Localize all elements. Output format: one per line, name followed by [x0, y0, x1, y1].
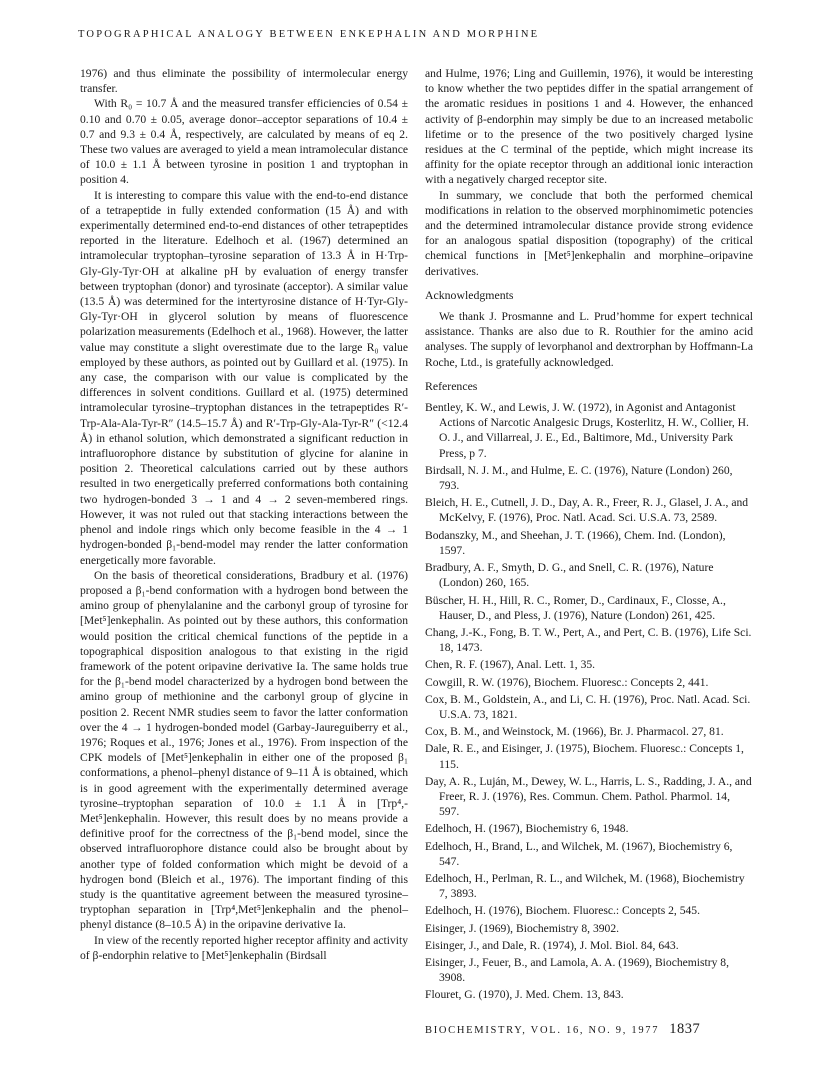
reference-item: Edelhoch, H., Perlman, R. L., and Wilchek, M. (1968), Biochemistry 7, 3893.	[425, 871, 745, 901]
page-number: 1837	[669, 1021, 701, 1037]
body-paragraph: With R₀ = 10.7 Å and the measured transfer efficiencies of 0.54 ± 0.10 and 0.70 ± 0.05, average donor–acceptor separations of 10.4 ± 0.7 and 9.3 ± 0.4 Å, respectively, are calculated by means of eq 2. These two values are averaged to yield a mean intramolecular distance of 10.0 ± 1.1 Å between tyrosine in position 1 and tryptophan in position 4.	[80, 97, 408, 187]
reference-item: Birdsall, N. J. M., and Hulme, E. C. (1976), Nature (London) 260, 793.	[425, 463, 733, 493]
reference-item: Edelhoch, H., Brand, L., and Wilchek, M. (1967), Biochemistry 6, 547.	[425, 839, 733, 868]
reference-item: Eisinger, J., Feuer, B., and Lamola, A. A. (1969), Biochemistry 8, 3908.	[425, 955, 730, 985]
reference-item: Chen, R. F. (1967), Anal. Lett. 1, 35.	[425, 658, 596, 672]
acknowledgments-heading: Acknowledgments	[425, 287, 514, 302]
acknowledgments-text: We thank J. Prosmanne and L. Prud’homme for expert technical assistance. Thanks are also due to R. Routhier for the amino acid analyses. The supply of levorphanol and dextrorphan by Hoffmann-La Roche, Ltd., is gratefully acknowledged.	[425, 310, 753, 369]
reference-item: Bleich, H. E., Cutnell, J. D., Day, A. R., Freer, R. J., Glasel, J. A., and McKelvy, F. (1976), Proc. Natl. Acad. Sci. U.S.A. 73, 2589.	[425, 496, 749, 525]
reference-item: Eisinger, J. (1969), Biochemistry 8, 3902.	[425, 921, 620, 935]
reference-item: Cox, B. M., Goldstein, A., and Li, C. H. (1976), Proc. Natl. Acad. Sci. U.S.A. 73, 1821.	[425, 692, 751, 721]
reference-item: Cox, B. M., and Weinstock, M. (1966), Br. J. Pharmacol. 27, 81.	[425, 725, 724, 739]
reference-item: Edelhoch, H. (1976), Biochem. Fluoresc.: Concepts 2, 545.	[425, 904, 700, 918]
left-column	[80, 66, 408, 963]
body-paragraph: In summary, we conclude that both the performed chemical modifications in relation to the observed morphinomimetic potencies and the determined intramolecular distance provide strong evidence for an analogous spatial disposition (topography) of the critical chemical functions in [Met⁵]enkephalin and morphine–oripavine derivatives.	[425, 188, 753, 278]
journal-citation: BIOCHEMISTRY, VOL. 16, NO. 9, 1977	[425, 1025, 660, 1036]
reference-item: Flouret, G. (1970), J. Med. Chem. 13, 843.	[425, 988, 624, 1002]
body-paragraph: In view of the recently reported higher receptor affinity and activity of β-endorphin relative to [Met⁵]enkephalin (Birdsall	[80, 933, 408, 962]
references-heading: References	[425, 378, 478, 393]
reference-item: Day, A. R., Luján, M., Dewey, W. L., Harris, L. S., Radding, J. A., and Freer, R. J. (1976), Res. Commun. Chem. Pathol. Pharmol. 14, 597.	[425, 774, 752, 819]
reference-item: Chang, J.-K., Fong, B. T. W., Pert, A., and Pert, C. B. (1976), Life Sci. 18, 1473.	[425, 625, 752, 655]
right-column	[425, 66, 753, 1005]
reference-item: Bentley, K. W., and Lewis, J. W. (1972), in Agonist and Antagonist Actions of Narcotic Analgesic Drugs, Kosterlitz, H. W., Collier, H. O. J., and Villarreal, J. E., Ed., Baltimore, Md., University Park Press, p 7.	[425, 401, 749, 460]
body-paragraph: and Hulme, 1976; Ling and Guillemin, 1976), it would be interesting to know whether the two peptides differ in the spatial arrangement of the aromatic residues in positions 1 and 4. However, the enhanced activity of β-endorphin may simply be due to an increased metabolic lifetime or to the presence of the two positively charged lysine residues at the C terminal of the peptide, which might increase its affinity for the opiate receptor through an additional ionic interaction with a negatively charged receptor site.	[425, 67, 753, 187]
reference-item: Cowgill, R. W. (1976), Biochem. Fluoresc.: Concepts 2, 441.	[425, 675, 709, 689]
reference-item: Edelhoch, H. (1967), Biochemistry 6, 1948.	[425, 822, 629, 836]
body-paragraph: On the basis of theoretical considerations, Bradbury et al. (1976) proposed a β₁-bend conformation with a hydrogen bond between the amino group of phenylalanine and the carbonyl group of tyrosine for [Met⁵]enkephalin. As pointed out by these authors, this conformation would position the critical chemical functions of the peptide in a topographical disposition analogous to that existing in the rigid framework of the potent oripavine derivative Ia. The same holds true for the β₁-bend model characterized by a hydrogen bond between the amino group of methionine and the carbonyl group of glycine in position 2. Recent NMR studies seem to favor the latter conformation over the 4 → 1 hydrogen-bonded model (Garbay-Jaureguiberry et al., 1976; Roques et al., 1976; Jones et al., 1976). From inspection of the CPK models of [Met⁵]enkephalin in either one of the proposed β₁ conformations, a phenol–phenyl distance of 9–11 Å is obtained, which is in good agreement with the experimentally determined average tyrosine–tryptophan separation of 10.0 ± 1.1 Å in [Trp⁴,-Met⁵]enkephalin. However, this result does by no means provide a definitive proof for the correctness of the β₁-bend model, since the observed intrafluorophore distance could also be brought about by another type of folded conformation which might be devoid of a hydrogen bond (Bleich et al., 1976). The important finding of this study is the quantitative agreement between the measured tyrosine–tryptophan separation in [Trp⁴,Met⁵]enkephalin and the phenol–phenyl distance (8–10.5 Å) in the oripavine derivative Ia.	[80, 568, 408, 932]
reference-item: Dale, R. E., and Eisinger, J. (1975), Biochem. Fluoresc.: Concepts 1, 115.	[425, 742, 744, 771]
reference-item: Eisinger, J., and Dale, R. (1974), J. Mol. Biol. 84, 643.	[425, 938, 679, 952]
body-paragraph: 1976) and thus eliminate the possibility of intermolecular energy transfer.	[80, 67, 408, 96]
reference-item: Bradbury, A. F., Smyth, D. G., and Snell, C. R. (1976), Nature (London) 260, 165.	[425, 561, 714, 590]
page-footer	[425, 1020, 755, 1038]
running-head: TOPOGRAPHICAL ANALOGY BETWEEN ENKEPHALIN AND MORPHINE	[78, 29, 540, 40]
reference-item: Büscher, H. H., Hill, R. C., Romer, D., Cardinaux, F., Closse, A., Hauser, D., and Pless, J. (1976), Nature (London) 261, 425.	[425, 593, 726, 622]
reference-item: Bodanszky, M., and Sheehan, J. T. (1966), Chem. Ind. (London), 1597.	[425, 528, 726, 557]
body-paragraph: It is interesting to compare this value with the end-to-end distance of a tetrapeptide in fully extended conformation (15 Å) and with experimentally determined end-to-end distances of other tetrapeptides reported in the literature. Edelhoch et al. (1967) determined an intramolecular tryptophan–tyrosine separation of 13.3 Å in H·Trp-Gly-Gly-Tyr·OH at alkaline pH by evaluation of energy transfer between tryptophan (donor) and tyrosinate (acceptor). A similar value (13.5 Å) was determined for the intertyrosine distance of H·Tyr-Gly-Gly-Tyr·OH in glycerol solution by means of fluorescence polarization measurements (Edelhoch et al., 1968). However, the latter value may constitute a slight overestimate due to the large R₀ value employed by these authors, as pointed out by Guillard et al. (1975). In any case, the comparison with our value is complicated by the differences in solvent conditions. Guillard et al. (1975) determined intramolecular tyrosine–tryptophan distances in the tetrapeptides R′-Trp-Ala-Ala-Tyr-R″ (14.5–15.7 Å) and R′-Trp-Gly-Ala-Tyr-R″ (<12.4 Å) in ethanol solution, which demonstrated a significant reduction in intrafluorophore distance by substitution of glycine for alanine in position 2. Theoretical calculations carried out by these authors resulted in two energetically preferred conformations both containing two hydrogen-bonded 3 → 1 and 4 → 2 seven-membered rings. However, it was not ruled out that stacking interactions between the phenol and indole rings which only become feasible in the 4 → 1 hydrogen-bonded β₁-bend-model may render the latter conformation energetically more favorable.	[80, 188, 408, 567]
reference-list	[425, 400, 753, 1003]
